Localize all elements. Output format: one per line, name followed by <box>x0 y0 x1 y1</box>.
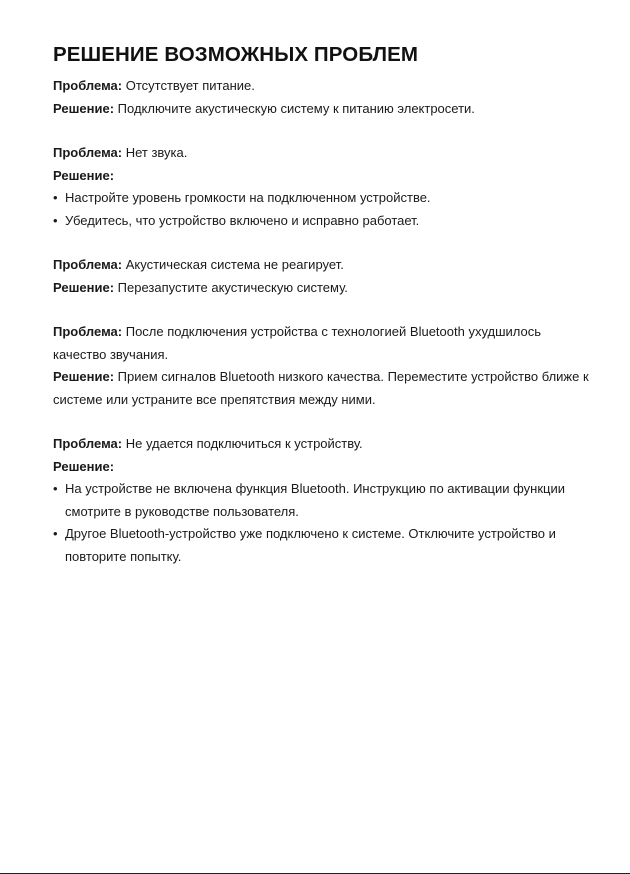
problem-text: Акустическая система не реагирует. <box>125 257 344 272</box>
solution-label: Решение: <box>53 369 115 384</box>
bullet-icon: • <box>53 526 58 541</box>
bullet-icon: • <box>53 481 58 496</box>
solution-bullet <box>53 478 593 523</box>
problem-line <box>53 142 593 165</box>
solution-bullet <box>53 210 593 233</box>
solution-bullet <box>53 523 593 568</box>
problem-text: Отсутствует питание. <box>125 78 255 93</box>
solution-text: Перезапустите акустическую систему. <box>117 279 348 295</box>
issue-3 <box>53 254 593 299</box>
problem-text: Не удается подключиться к устройству. <box>125 436 363 451</box>
solution-label: Решение: <box>53 100 115 116</box>
solution-line <box>53 456 593 479</box>
solution-label: Решение: <box>53 167 115 183</box>
issue-4 <box>53 321 593 411</box>
solution-line <box>53 165 593 188</box>
bullet-text: Другое Bluetooth-устройство уже подключено к системе. Отключите устройство и повторите попытку. <box>65 526 556 564</box>
problem-label: Проблема: <box>53 324 123 339</box>
bullet-icon: • <box>53 190 58 205</box>
problem-label: Проблема: <box>53 257 123 272</box>
troubleshooting-page <box>53 42 593 590</box>
issue-5 <box>53 433 593 568</box>
problem-text: Нет звука. <box>125 145 188 160</box>
problem-label: Проблема: <box>53 145 123 160</box>
solution-line <box>53 366 593 411</box>
problem-text: После подключения устройства с технологией Bluetooth ухудшилось качество звучания. <box>53 324 542 362</box>
bullet-text: Убедитесь, что устройство включено и исправно работает. <box>65 212 420 228</box>
solution-label: Решение: <box>53 458 115 474</box>
bullet-text: Настройте уровень громкости на подключенном устройстве. <box>65 190 431 205</box>
problem-line <box>53 254 593 277</box>
solution-bullet <box>53 187 593 210</box>
problem-label: Проблема: <box>53 78 123 93</box>
issue-1 <box>53 75 593 120</box>
solution-text: Подключите акустическую систему к питанию электросети. <box>117 100 475 116</box>
issue-2 <box>53 142 593 232</box>
problem-line <box>53 433 593 456</box>
solution-label: Решение: <box>53 279 115 295</box>
solution-line <box>53 98 593 121</box>
page-title: РЕШЕНИЕ ВОЗМОЖНЫХ ПРОБЛЕМ <box>53 43 419 66</box>
bullet-icon: • <box>53 212 58 228</box>
problem-label: Проблема: <box>53 436 123 451</box>
problem-line <box>53 75 593 98</box>
problem-line <box>53 321 593 366</box>
solution-text: Прием сигналов Bluetooth низкого качества. Переместите устройство ближе к системе или устраните все препятствия между ними. <box>53 369 589 407</box>
solution-line <box>53 277 593 300</box>
bullet-text: На устройстве не включена функция Bluetooth. Инструкцию по активации функции смотрите в руководстве пользователя. <box>65 481 566 519</box>
